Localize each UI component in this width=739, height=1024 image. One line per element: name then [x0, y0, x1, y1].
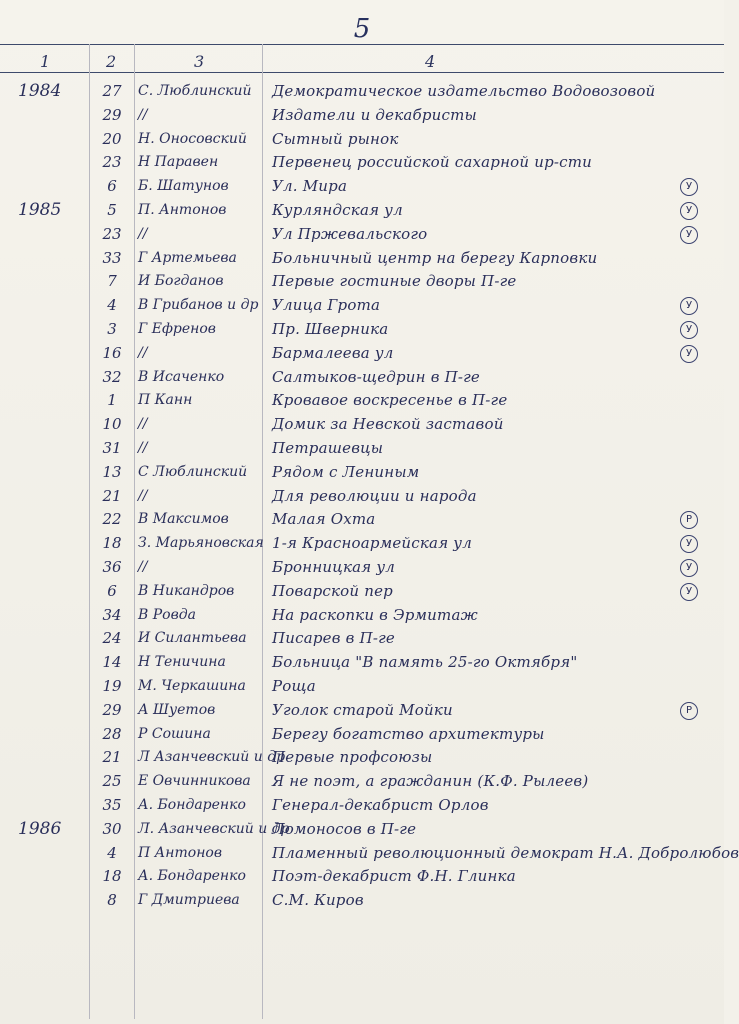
row-number: 28 — [102, 724, 122, 743]
row-number: 14 — [102, 653, 122, 672]
ledger-row — [0, 699, 724, 723]
row-author: Г Дмитриева — [138, 892, 240, 909]
row-number: 35 — [102, 795, 122, 814]
row-title: Больничный центр на берегу Карповки — [272, 248, 598, 267]
row-author: С Люблинский — [138, 463, 248, 480]
row-number: 20 — [102, 129, 122, 148]
row-title: Ломоносов в П-ге — [272, 819, 417, 838]
ledger-row — [0, 366, 724, 390]
ledger-row — [0, 770, 724, 794]
circled-mark: Р — [680, 511, 698, 529]
circled-mark: У — [680, 321, 698, 339]
ledger-row — [0, 532, 724, 556]
row-title: Петрашевцы — [272, 438, 384, 457]
ledger-row — [0, 556, 724, 580]
ledger-row — [0, 104, 724, 128]
row-title: Улица Грота — [272, 296, 381, 315]
row-number: 22 — [102, 510, 122, 529]
row-author: В Максимов — [138, 511, 229, 528]
row-title: Малая Охта — [272, 510, 376, 529]
ledger-row — [0, 413, 724, 437]
row-number: 27 — [102, 82, 122, 100]
row-title: Издатели и декабристы — [272, 105, 477, 124]
row-number: 24 — [102, 629, 122, 648]
row-title: С.М. Киров — [272, 891, 364, 910]
row-author: З. Марьяновская — [138, 535, 264, 552]
row-number: 21 — [102, 486, 122, 505]
row-title: Роща — [272, 676, 316, 695]
row-author: Н Паравен — [138, 154, 219, 171]
ledger-row — [0, 461, 724, 485]
ledger-row — [0, 604, 724, 628]
row-author: П Канн — [138, 392, 193, 409]
row-author: Н Теничина — [138, 654, 226, 671]
row-title: Пр. Шверника — [272, 319, 389, 338]
row-number: 31 — [102, 438, 122, 457]
row-number: 29 — [102, 105, 122, 124]
ledger-row — [0, 794, 724, 818]
circled-mark: У — [680, 345, 698, 363]
row-title: Поварской пер — [272, 581, 393, 600]
row-title: Рядом с Лениным — [272, 462, 420, 481]
ledger-row — [0, 199, 724, 223]
row-author: И Силантьева — [138, 630, 247, 647]
circled-mark: У — [680, 226, 698, 244]
ledger-row — [0, 842, 739, 866]
ledger-row — [0, 294, 724, 318]
ledger-row — [0, 508, 724, 532]
circled-mark: У — [680, 535, 698, 553]
row-author: // — [138, 487, 148, 504]
ledger-row — [0, 627, 724, 651]
row-author: // — [138, 416, 148, 433]
column-header-author: 3 — [194, 52, 205, 71]
row-number: 18 — [102, 867, 122, 886]
row-number: 10 — [102, 415, 122, 434]
row-author: Г Артемьева — [138, 249, 237, 266]
page-number: 5 — [353, 14, 371, 44]
row-title: Уголок старой Мойки — [272, 700, 453, 719]
circled-mark: У — [680, 559, 698, 577]
row-title: Первые гостиные дворы П-ге — [272, 272, 517, 291]
ledger-row — [0, 580, 724, 604]
ledger-row — [0, 151, 724, 175]
row-author: А. Бондаренко — [138, 796, 246, 813]
ledger-row — [0, 342, 724, 366]
row-author: // — [138, 106, 148, 123]
row-number: 32 — [102, 367, 122, 386]
row-title: Бронницкая ул — [272, 557, 395, 576]
column-header-title: 4 — [425, 52, 436, 71]
row-number: 29 — [102, 700, 122, 719]
row-author: // — [138, 225, 148, 242]
row-title: 1-я Красноармейская ул — [272, 534, 472, 553]
row-title: Первенец российской сахарной ир-сти — [272, 153, 593, 172]
row-number: 1 — [107, 391, 117, 410]
row-title: Сытный рынок — [272, 129, 399, 148]
row-author: Л. Азанчевский и др — [138, 820, 290, 837]
row-number: 16 — [102, 343, 122, 362]
header-bottom-rule — [0, 72, 724, 73]
row-title: Курляндская ул — [272, 200, 403, 219]
row-number: 3 — [107, 319, 117, 338]
row-number: 4 — [107, 843, 117, 862]
row-title: Кровавое воскресенье в П-ге — [272, 391, 508, 410]
ledger-row — [0, 175, 724, 199]
ledger-row — [0, 865, 724, 889]
row-number: 33 — [102, 248, 122, 267]
row-year: 1985 — [18, 199, 62, 220]
row-author: В Исаченко — [138, 368, 225, 385]
row-author: Б. Шатунов — [138, 178, 229, 195]
row-number: 23 — [102, 153, 122, 172]
row-title: Демократическое издательство Водовозовой — [272, 82, 656, 100]
ledger-row — [0, 651, 724, 675]
row-title: Салтыков-щедрин в П-ге — [272, 367, 481, 386]
row-author: А. Бондаренко — [138, 868, 246, 885]
row-author: Г Ефренов — [138, 320, 216, 337]
row-author: Н. Оносовский — [138, 130, 247, 147]
row-author: А Шуетов — [138, 701, 216, 718]
ledger-row — [0, 746, 724, 770]
row-title: Для революции и народа — [272, 486, 477, 505]
circled-mark: У — [680, 297, 698, 315]
row-author: В Никандров — [138, 582, 235, 599]
row-title: Бармалеева ул — [272, 343, 394, 362]
ledger-row — [0, 247, 724, 271]
circled-mark: Р — [680, 702, 698, 720]
row-number: 13 — [102, 462, 122, 481]
row-number: 4 — [107, 296, 117, 315]
ledger-row — [0, 675, 724, 699]
row-title: Генерал-декабрист Орлов — [272, 795, 489, 814]
row-number: 5 — [107, 200, 117, 219]
ledger-row — [0, 818, 724, 842]
ledger-row — [0, 80, 724, 104]
row-author: И Богданов — [138, 273, 224, 290]
row-author: Р Сошина — [138, 725, 211, 742]
ledger-row — [0, 270, 724, 294]
row-number: 25 — [102, 772, 122, 791]
row-number: 7 — [107, 272, 117, 291]
circled-mark: У — [680, 583, 698, 601]
row-title: Первые профсоюзы — [272, 748, 433, 767]
row-author: Л Азанчевский и др — [138, 749, 286, 766]
ledger-row — [0, 723, 724, 747]
row-number: 34 — [102, 605, 122, 624]
ledger-row — [0, 437, 724, 461]
ledger-row — [0, 485, 724, 509]
circled-mark: У — [680, 202, 698, 220]
row-title: Ул. Мира — [272, 177, 348, 196]
row-title: На раскопки в Эрмитаж — [272, 605, 478, 624]
ledger-row — [0, 318, 724, 342]
row-author: В Грибанов и др — [138, 297, 259, 314]
row-number: 30 — [102, 819, 122, 838]
row-number: 6 — [107, 177, 117, 196]
row-author: В Ровда — [138, 606, 196, 623]
row-author: М. Черкашина — [138, 677, 246, 694]
row-title: Поэт-декабрист Ф.Н. Глинка — [272, 867, 516, 886]
row-title: Берегу богатство архитектуры — [272, 724, 545, 743]
row-number: 19 — [102, 676, 122, 695]
row-year: 1986 — [18, 818, 62, 839]
row-title: Писарев в П-ге — [272, 629, 395, 648]
row-author: П. Антонов — [138, 201, 227, 218]
row-author: // — [138, 439, 148, 456]
row-year: 1984 — [18, 81, 62, 101]
row-number: 23 — [102, 224, 122, 243]
row-number: 6 — [107, 581, 117, 600]
row-number: 8 — [107, 891, 117, 910]
column-header-year: 1 — [40, 52, 51, 71]
row-title: Больница "В память 25-го Октября" — [272, 653, 578, 672]
ledger-rows — [0, 80, 739, 913]
row-title: Пламенный революционный демократ Н.А. Добролюбов — [272, 843, 739, 862]
row-author: // — [138, 344, 148, 361]
row-number: 36 — [102, 557, 122, 576]
row-title: Ул Пржевальского — [272, 224, 428, 243]
ledger-row — [0, 889, 724, 913]
ledger-row — [0, 389, 724, 413]
ledger-row — [0, 128, 724, 152]
row-title: Домик за Невской заставой — [272, 415, 504, 434]
header-top-rule — [0, 44, 724, 45]
ledger-row — [0, 223, 724, 247]
row-author: С. Люблинский — [138, 83, 252, 99]
row-number: 18 — [102, 534, 122, 553]
row-author: П Антонов — [138, 844, 222, 861]
row-author: // — [138, 558, 148, 575]
row-title: Я не поэт, а гражданин (К.Ф. Рылеев) — [272, 772, 589, 791]
column-header-number: 2 — [106, 52, 117, 71]
row-number: 21 — [102, 748, 122, 767]
circled-mark: У — [680, 178, 698, 196]
row-author: Е Овчинникова — [138, 773, 251, 790]
